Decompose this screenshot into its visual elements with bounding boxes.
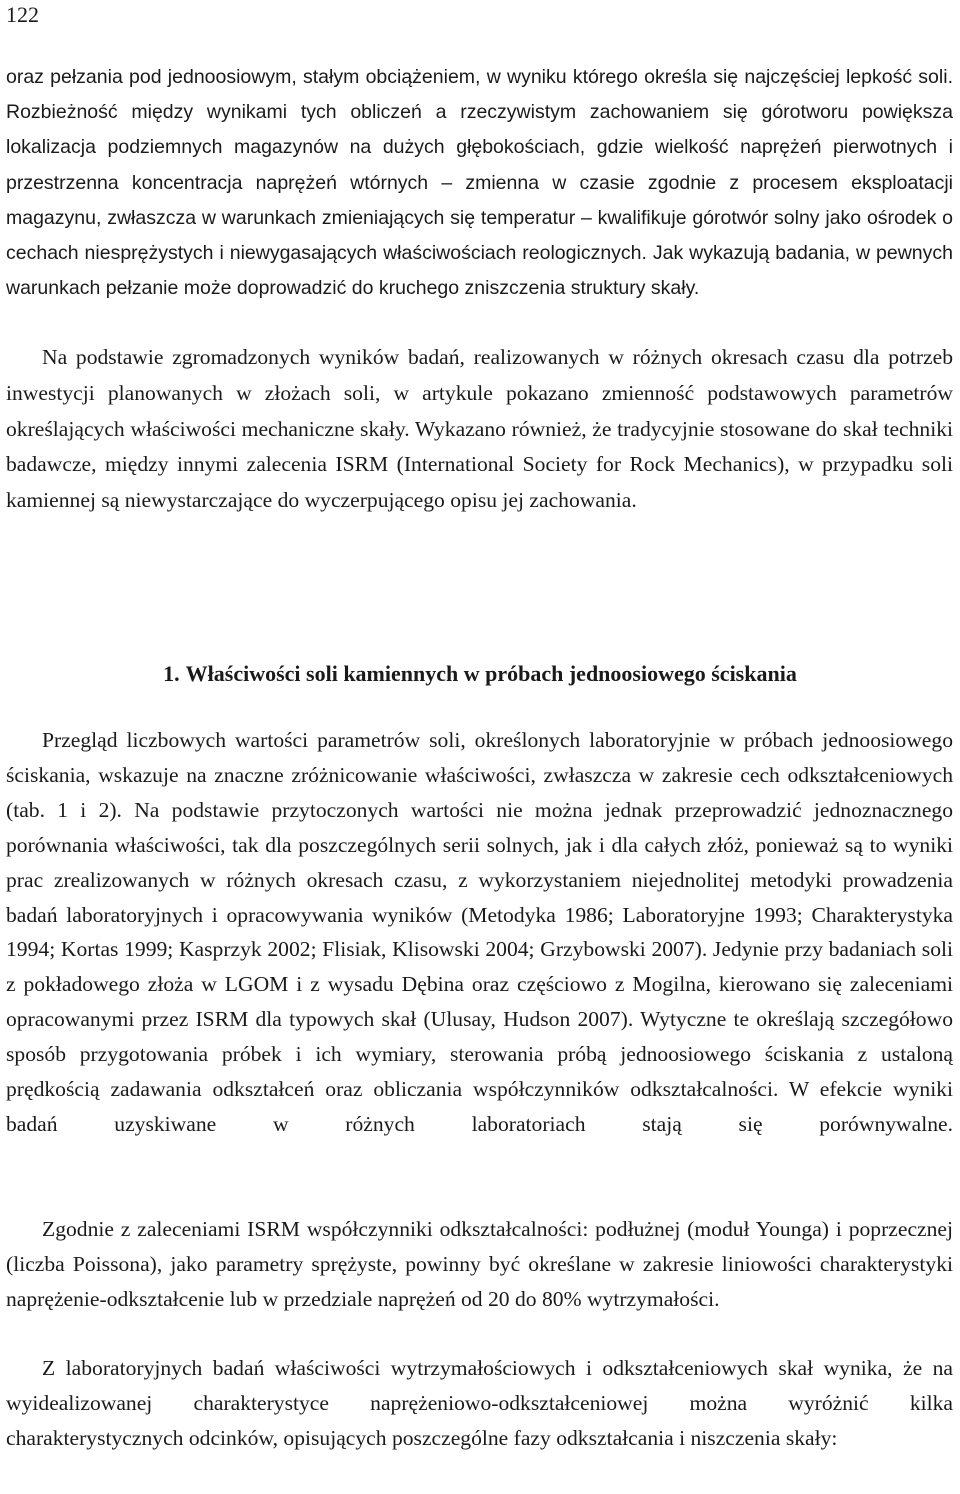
- page-number: 122: [6, 2, 39, 27]
- section-number: 1.: [163, 661, 180, 686]
- section-title: Właściwości soli kamiennych w próbach jednoosiowego ściskania: [185, 661, 797, 686]
- section-heading: [0, 659, 960, 689]
- paragraph-review: Przegląd liczbowych wartości parametrów soli, określonych laboratoryjnie w próbach jednoosiowego ściskania, wskazuje na znaczne zróżnicowanie właściwości, zwłaszcza w zakresie cech odkształceniowych (tab. 1 i 2). Na podstawie przytoczonych wartości nie można jednak przeprowadzić jednoznacznego porównania właściwości, tak dla poszczególnych serii solnych, jak i dla całych złóż, ponieważ są to wyniki prac zrealizowanych w różnych okresach czasu, z wykorzystaniem niejednolitej metodyki prowadzenia badań laboratoryjnych i opracowywania wyników (Metodyka 1986; Laboratoryjne 1993; Charakterystyka 1994; Kortas 1999; Kasprzyk 2002; Flisiak, Klisowski 2004; Grzybowski 2007). Jedynie przy badaniach soli z pokładowego złoża w LGOM i z wysadu Dębina oraz częściowo z Mogilna, kierowano się zaleceniami opracowanymi przez ISRM dla typowych skał (Ulusay, Hudson 2007). Wytyczne te określają szczegółowo sposób przygotowania próbek i ich wymiary, sterowania próbą jednoosiowego ściskania z ustaloną prędkością zadawania odkształceń oraz obliczania współczynników odkształcalności. W efekcie wyniki badań uzyskiwane w różnych laboratoriach stają się porównywalne.: [6, 728, 953, 1136]
- paragraph-isrm: Zgodnie z zaleceniami ISRM współczynniki odkształcalności: podłużnej (moduł Younga) i poprzecznej (liczba Poissona), jako parametry sprężyste, powinny być określane w zakresie liniowości charakterystyki naprężenie-odkształcenie lub w przedziale naprężeń od 20 do 80% wytrzymałości.: [6, 1217, 953, 1311]
- paragraph-phases: Z laboratoryjnych badań właściwości wytrzymałościowych i odkształceniowych skał wynika, że na wyidealizowanej charakterystyce naprężeniowo-odkształceniowej można wyróżnić kilka charakterystycznych odcinków, opisujących poszczególne fazy odkształcania i niszczenia skały:: [6, 1356, 953, 1450]
- paragraph-creep: oraz pełzania pod jednoosiowym, stałym obciążeniem, w wyniku którego określa się najczęściej lepkość soli. Rozbieżność między wynikami tych obliczeń a rzeczywistym zachowaniem się górotworu powiększa lokalizacja podziemnych magazynów na dużych głębokościach, gdzie wielkość naprężeń pierwotnych i przestrzenna koncentracja naprężeń wtórnych – zmienna w czasie zgodnie z procesem eksploatacji magazynu, zwłaszcza w warunkach zmieniających się temperatur – kwalifikuje górotwór solny jako ośrodek o cechach niesprężystych i niewygasających właściwościach reologicznych. Jak wykazują badania, w pewnych warunkach pełzanie może doprowadzić do kruchego zniszczenia struktury skały.: [6, 66, 953, 300]
- paragraph-summary: Na podstawie zgromadzonych wyników badań, realizowanych w różnych okresach czasu dla potrzeb inwestycji planowanych w złożach soli, w artykule pokazano zmienność podstawowych parametrów określających właściwości mechaniczne skały. Wykazano również, że tradycyjnie stosowane do skał techniki badawcze, między innymi zalecenia ISRM (International Society for Rock Mechanics), w przypadku soli kamiennej są niewystarczające do wyczerpującego opisu jej zachowania.: [6, 345, 953, 513]
